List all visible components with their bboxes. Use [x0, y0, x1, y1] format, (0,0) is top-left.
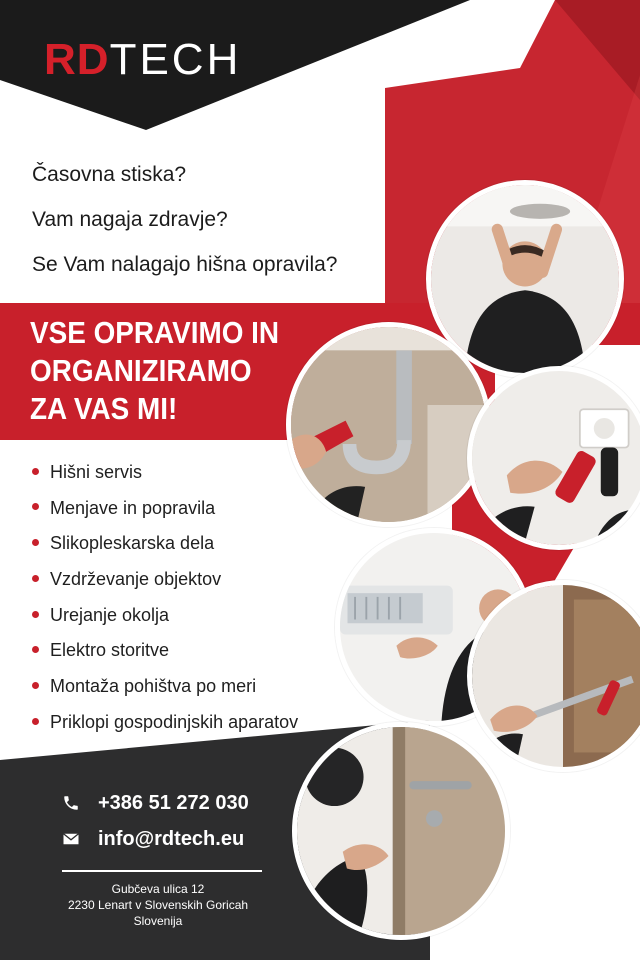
bullet-icon [32, 718, 39, 725]
service-item [32, 636, 298, 672]
service-label: Montaža pohištva po meri [50, 676, 257, 697]
question-2: Vam nagaja zdravje? [32, 208, 228, 231]
bullet-icon [32, 539, 39, 546]
service-label: Hišni servis [50, 462, 143, 482]
logo-tech: TECH [109, 35, 242, 84]
brand-logo [44, 36, 241, 84]
headline [30, 314, 330, 428]
bullet-icon [32, 575, 39, 582]
photo-electrical-outlet [467, 366, 640, 550]
headline-line-3: ZA VAS MI! [30, 391, 178, 426]
bullet-icon [32, 503, 39, 510]
service-label: Elektro storitve [50, 640, 170, 661]
questions-block [32, 160, 412, 295]
headline-line-1: VSE OPRAVIMO IN [30, 315, 280, 350]
service-label: Slikopleskarska dela [50, 533, 215, 554]
service-label: Priklopi gospodinjskih aparatov [50, 711, 299, 732]
phone-number: +386 51 272 030 [98, 792, 249, 814]
door-illustration [297, 727, 505, 935]
phone-contact[interactable] [62, 788, 282, 820]
bullet-icon [32, 611, 39, 618]
service-item [32, 708, 298, 744]
address-line-3: Slovenija [133, 914, 183, 928]
service-item [32, 529, 298, 565]
ceiling-light-illustration [431, 185, 619, 373]
email-contact[interactable] [62, 824, 282, 856]
service-label: Urejanje okolja [50, 604, 170, 625]
address-line-2: 2230 Lenart v Slovenskih Goricah [67, 898, 249, 912]
service-label: Vzdrževanje objektov [50, 569, 222, 590]
services-list [32, 458, 298, 744]
bullet-icon [32, 468, 39, 475]
furniture-illustration [472, 585, 640, 767]
address-block [42, 881, 274, 929]
service-item [32, 672, 298, 708]
service-item [32, 494, 298, 530]
service-item [32, 601, 298, 637]
bullet-icon [32, 646, 39, 653]
question-1: Časovna stiska? [32, 163, 187, 186]
email-address: info@rdtech.eu [98, 828, 245, 850]
photo-sink-plumbing [286, 322, 491, 527]
bullet-icon [32, 682, 39, 689]
contact-divider [62, 870, 262, 872]
question-3: Se Vam nalagajo hišna opravila? [32, 253, 338, 276]
electrical-illustration [472, 371, 640, 545]
address-line-1: Gubčeva ulica 12 [111, 882, 205, 896]
photo-door-repair [292, 722, 510, 940]
headline-line-2: ORGANIZIRAMO [30, 353, 252, 388]
envelope-icon [62, 830, 80, 848]
service-item [32, 565, 298, 601]
service-item [32, 458, 298, 494]
logo-rd: RD [44, 35, 110, 84]
phone-icon [62, 794, 80, 812]
plumbing-illustration [291, 327, 486, 522]
service-label: Menjave in popravila [50, 497, 216, 518]
